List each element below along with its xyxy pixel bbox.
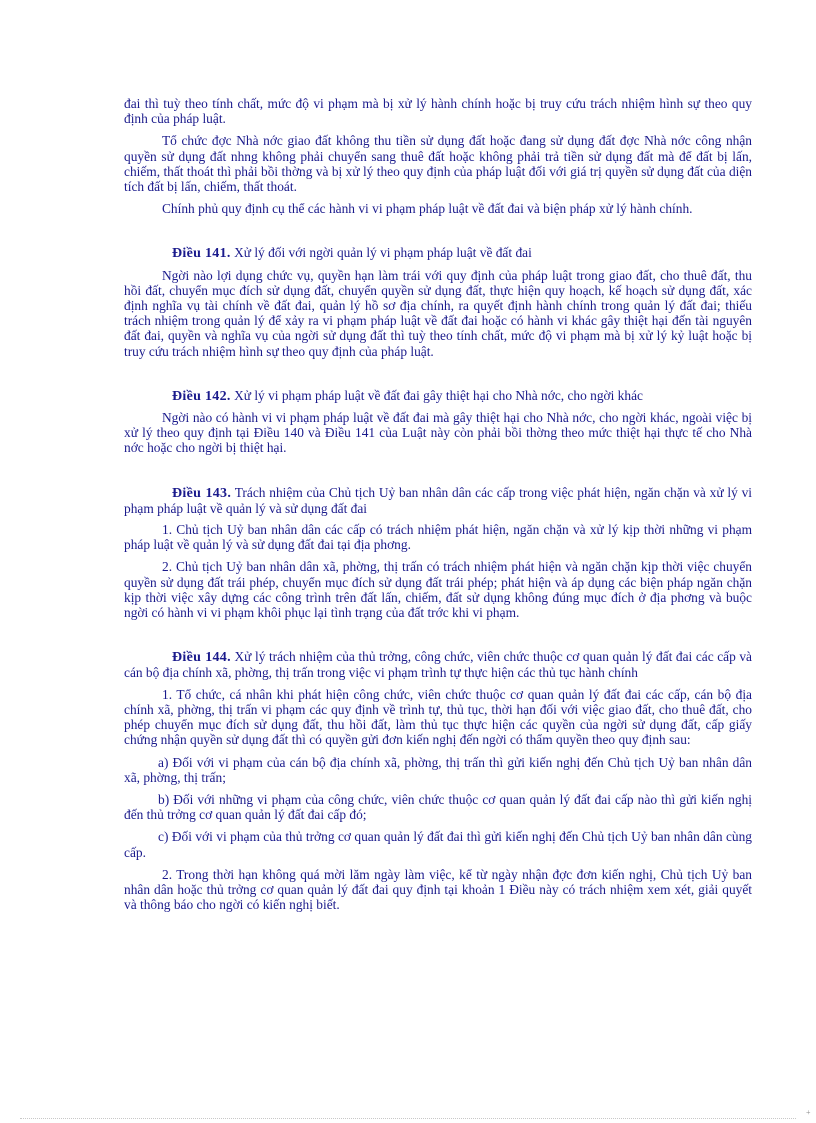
article-heading-144 bbox=[124, 649, 752, 680]
article-title: Trách nhiệm của Chủ tịch Uỷ ban nhân dân các cấp trong việc phát hiện, ngăn chặn và xử lý vi phạm pháp luật về quản lý và sử dụng đất đai bbox=[124, 484, 753, 516]
article-heading-141 bbox=[124, 245, 752, 261]
article-number: Điều 143. bbox=[172, 485, 232, 501]
article-heading-143 bbox=[124, 485, 752, 516]
paragraph: Ngời nào lợi dụng chức vụ, quyền hạn làm trái với quy định của pháp luật trong giao đất, cho thuê đất, thu hồi đất, chuyển mục đích sử dụng đất, chuyển quyền sử dụng đất, thực hiện quy hoạch, kế hoạch sử dụng đất, xác định nghĩa vụ tài chính về đất đai, quản lý hồ sơ địa chính, ra quyết định hành chính trong quản lý đất đai; thiếu trách nhiệm trong quản lý để xảy ra vi phạm pháp luật về đất đai hoặc có hành vi khác gây thiệt hại đến tài nguyên đất đai, quyền và nghĩa vụ của ngời sử dụng đất thì tuỳ theo tính chất, mức độ vi phạm mà bị xử lý kỷ luật hoặc bị truy cứu trách nhiệm hình sự theo quy định của pháp luật. bbox=[124, 267, 752, 359]
paragraph: Tổ chức đợc Nhà nớc giao đất không thu tiền sử dụng đất hoặc đang sử dụng đất đợc Nhà nớc công nhận quyền sử dụng đất nhng không phải chuyển sang thuê đất hoặc không phải trả tiền sử dụng đất mà để đất bị lấn, chiếm, thất thoát thì phải bồi thờng và bị xử lý theo quy định của pháp luật đối với giá trị quyền sử dụng đất của diện tích đất bị lấn, chiếm, thất thoát. bbox=[124, 133, 752, 195]
article-number: Điều 141. bbox=[172, 246, 231, 262]
article-title: Xử lý đối với ngời quản lý vi phạm pháp luật về đất đai bbox=[234, 245, 532, 261]
article-heading-142 bbox=[124, 388, 752, 404]
paragraph: đai thì tuỳ theo tính chất, mức độ vi phạm mà bị xử lý hành chính hoặc bị truy cứu trách nhiệm hình sự theo quy định của pháp luật. bbox=[124, 96, 752, 127]
article-number: Điều 144. bbox=[172, 650, 231, 666]
list-item: 1. Chủ tịch Uỷ ban nhân dân các cấp có trách nhiệm phát hiện, ngăn chặn và xử lý kịp thời những vi phạm pháp luật về quản lý và sử dụng đất đai tại địa phơng. bbox=[124, 522, 752, 553]
article-title: Xử lý trách nhiệm của thủ trởng, công chức, viên chức thuộc cơ quan quản lý đất đai các cấp và cán bộ địa chính xã, phờng, thị trấn trong việc vi phạm trình tự thực hiện các thủ tục hành chính bbox=[124, 649, 752, 681]
list-item: b) Đối với những vi phạm của công chức, viên chức thuộc cơ quan quản lý đất đai cấp nào thì gửi kiến nghị đến thủ trởng cơ quan quản lý đất đai cấp đó; bbox=[124, 791, 752, 823]
list-item: c) Đối với vi phạm của thủ trởng cơ quan quản lý đất đai thì gửi kiến nghị đến Chủ tịch Uỷ ban nhân dân cùng cấp. bbox=[124, 829, 752, 860]
list-item: 2. Chủ tịch Uỷ ban nhân dân xã, phờng, thị trấn có trách nhiệm phát hiện và ngăn chặn kịp thời việc chuyển quyền sử dụng đất trái phép, chuyển mục đích sử dụng đất trái phép; phát hiện và áp dụng các biện pháp ngăn chặn kịp thời việc xây dựng các công trình trên đất lấn, chiếm, đất sử dụng không đúng mục đích ở địa phơng và buộc ngời có hành vi vi phạm khôi phục lại tình trạng của đất trớc khi vi phạm. bbox=[124, 559, 752, 621]
paragraph: Ngời nào có hành vi vi phạm pháp luật về đất đai mà gây thiệt hại cho Nhà nớc, cho ngời khác, ngoài việc bị xử lý theo quy định tại Điều 140 và Điều 141 của Luật này còn phải bồi thờng theo mức thiệt hại thực tế cho Nhà nớc hoặc cho ngời bị thiệt hại. bbox=[124, 410, 752, 456]
article-title: Xử lý vi phạm pháp luật về đất đai gây thiệt hại cho Nhà nớc, cho ngời khác bbox=[234, 387, 643, 403]
list-item: 1. Tổ chức, cá nhân khi phát hiện công chức, viên chức thuộc cơ quan quản lý đất đai các cấp, cán bộ địa chính xã, phờng, thị trấn vi phạm các quy định về trình tự, thủ tục, thời hạn đối với việc giao đất, cho thuê đất, cho phép chuyển mục đích sử dụng đất, thu hồi đất, làm thủ tục thực hiện các quyền của ngời sử dụng đất, cấp giấy chứng nhận quyền sử dụng đất thì có quyền gửi đơn kiến nghị đến ngời có thẩm quyền theo quy định sau: bbox=[124, 686, 752, 748]
page-footer-divider bbox=[20, 1118, 796, 1119]
page-footer-mark: + bbox=[806, 1108, 811, 1117]
paragraph: Chính phủ quy định cụ thể các hành vi vi phạm pháp luật về đất đai và biện pháp xử lý hành chính. bbox=[162, 201, 693, 217]
document-page bbox=[124, 96, 752, 919]
article-number: Điều 142. bbox=[172, 388, 231, 404]
list-item: a) Đối với vi phạm của cán bộ địa chính xã, phờng, thị trấn thì gửi kiến nghị đến Chủ tịch Uỷ ban nhân dân xã, phờng, thị trấn; bbox=[124, 754, 752, 785]
list-item: 2. Trong thời hạn không quá mời lăm ngày làm việc, kể từ ngày nhận đợc đơn kiến nghị, Chủ tịch Uỷ ban nhân dân hoặc thủ trởng cơ quan quản lý đất đai quy định tại khoản 1 Điều này có trách nhiệm xem xét, giải quyết và thông báo cho ngời có kiến nghị biết. bbox=[124, 866, 752, 913]
